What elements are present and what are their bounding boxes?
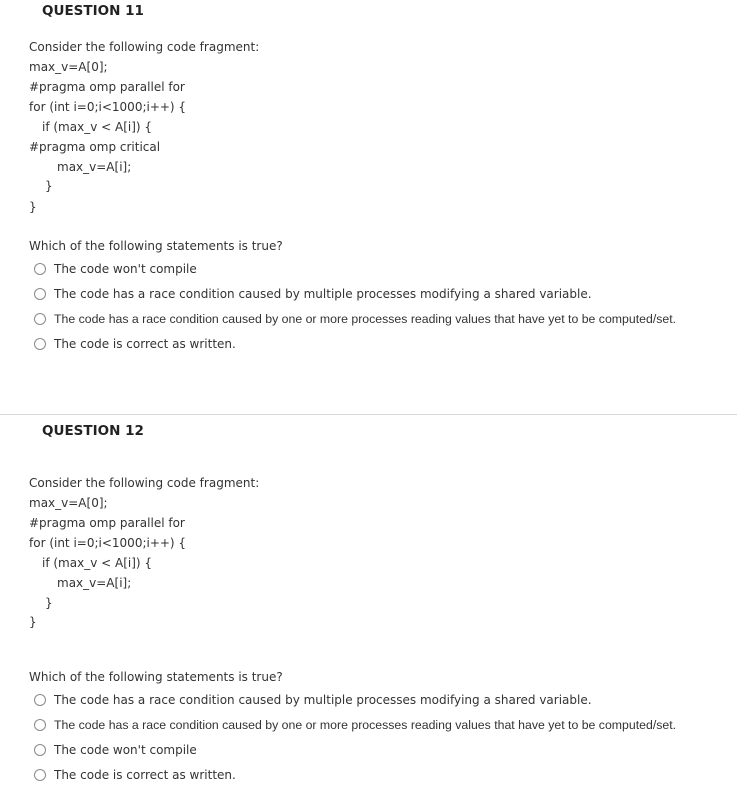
question-11-prompt: Which of the following statements is true? [29, 239, 283, 253]
q12-option-3-label[interactable]: The code won't compile [54, 743, 197, 757]
radio-button[interactable] [34, 769, 46, 781]
q12-option-4[interactable] [34, 766, 236, 784]
q12-code-line-6: } [45, 596, 53, 610]
q12-code-line-3: for (int i=0;i<1000;i++) { [29, 536, 187, 550]
q11-code-line-2: #pragma omp parallel for [29, 80, 185, 94]
q12-code-line-7: } [29, 615, 37, 629]
q12-option-2-label[interactable]: The code has a race condition caused by one or more processes reading values that have yet to be computed/set. [54, 718, 677, 732]
radio-button[interactable] [34, 719, 46, 731]
q11-option-2-label[interactable]: The code has a race condition caused by multiple processes modifying a shared variable. [54, 287, 592, 301]
q12-code-line-2: #pragma omp parallel for [29, 516, 185, 530]
q11-option-4-label[interactable]: The code is correct as written. [54, 337, 236, 351]
q11-code-line-1: max_v=A[0]; [29, 60, 108, 74]
question-divider [0, 414, 737, 415]
q12-option-3[interactable] [34, 741, 197, 759]
q11-code-line-7: } [45, 179, 53, 193]
radio-button[interactable] [34, 313, 46, 325]
q11-code-line-6: max_v=A[i]; [57, 160, 132, 174]
q11-option-3[interactable] [34, 310, 676, 328]
radio-button[interactable] [34, 338, 46, 350]
radio-button[interactable] [34, 694, 46, 706]
question-12-intro: Consider the following code fragment: [29, 476, 260, 490]
q11-code-line-4: if (max_v < A[i]) { [42, 120, 153, 134]
q11-code-line-5: #pragma omp critical [29, 140, 161, 154]
q11-option-4[interactable] [34, 335, 236, 353]
q12-option-1[interactable] [34, 691, 592, 709]
radio-button[interactable] [34, 288, 46, 300]
q11-option-1-label[interactable]: The code won't compile [54, 262, 197, 276]
q12-code-line-4: if (max_v < A[i]) { [42, 556, 153, 570]
question-11-intro: Consider the following code fragment: [29, 40, 260, 54]
question-12-prompt: Which of the following statements is true? [29, 670, 283, 684]
q12-code-line-5: max_v=A[i]; [57, 576, 132, 590]
question-12-title: QUESTION 12 [42, 423, 144, 439]
q11-code-line-8: } [29, 200, 37, 214]
q12-option-2[interactable] [34, 716, 676, 734]
radio-button[interactable] [34, 263, 46, 275]
q11-code-line-3: for (int i=0;i<1000;i++) { [29, 100, 187, 114]
question-11-title: QUESTION 11 [42, 3, 144, 19]
q12-option-4-label[interactable]: The code is correct as written. [54, 768, 236, 782]
q11-option-2[interactable] [34, 285, 592, 303]
q11-option-3-label[interactable]: The code has a race condition caused by one or more processes reading values that have yet to be computed/set. [54, 312, 677, 326]
radio-button[interactable] [34, 744, 46, 756]
q12-code-line-1: max_v=A[0]; [29, 496, 108, 510]
q12-option-1-label[interactable]: The code has a race condition caused by multiple processes modifying a shared variable. [54, 693, 592, 707]
q11-option-1[interactable] [34, 260, 197, 278]
